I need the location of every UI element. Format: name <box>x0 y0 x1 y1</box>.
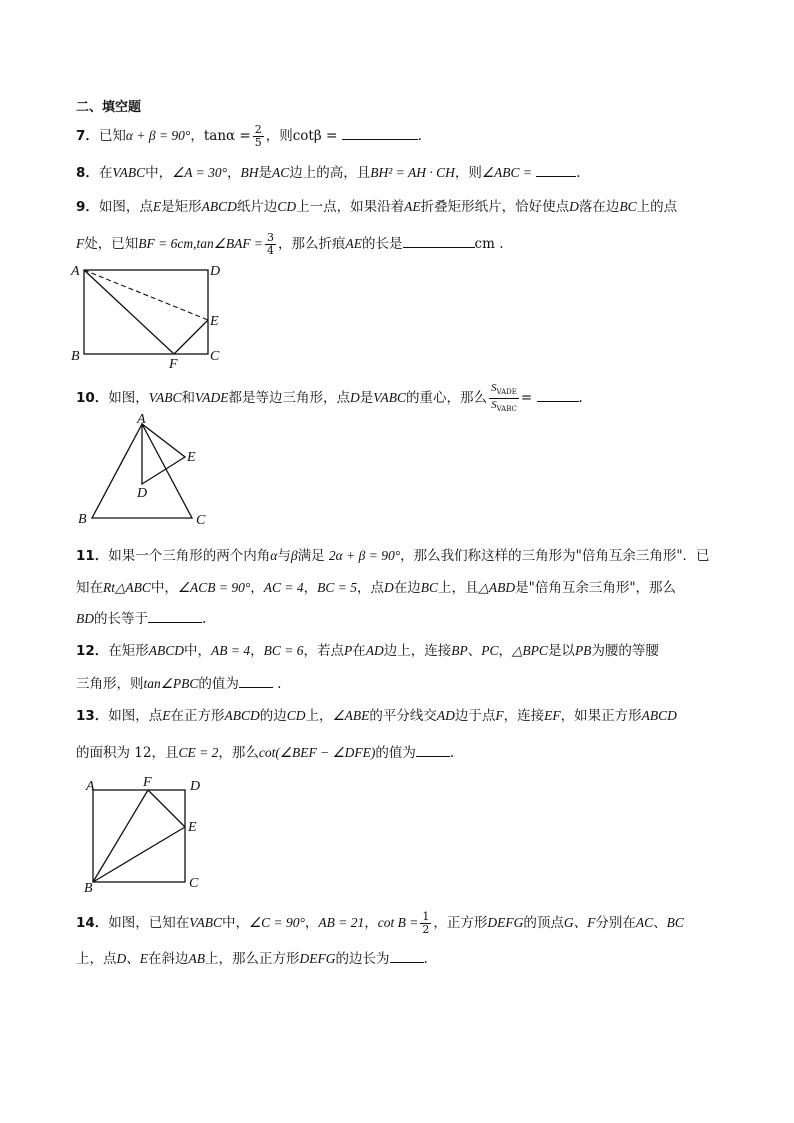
math: D、E <box>116 951 148 966</box>
answer-blank[interactable] <box>342 125 418 140</box>
math: cot(∠BEF − ∠DFE) <box>258 745 376 760</box>
math: BC = 5 <box>317 580 357 595</box>
text: 满足 <box>297 548 325 564</box>
text: 上一点，如果沿着 <box>296 199 405 215</box>
text: 如图，已知在 <box>108 915 190 931</box>
text: 的长等于 <box>94 611 148 627</box>
text: 在 <box>98 165 113 181</box>
text: . <box>499 236 504 252</box>
answer-blank[interactable] <box>536 162 576 177</box>
text: 如图， <box>108 390 149 407</box>
math: D <box>384 580 394 595</box>
answer-blank[interactable] <box>403 233 475 248</box>
question-12-line-2 <box>76 673 281 695</box>
math: AB <box>188 951 205 966</box>
question-11-line-2 <box>76 577 676 599</box>
math: DEFG <box>487 915 524 930</box>
math: ABCD <box>641 708 677 723</box>
math: BH <box>240 165 259 180</box>
math: VADE <box>195 390 229 406</box>
math: △ABD <box>478 580 516 595</box>
math: tanα = <box>203 128 251 144</box>
text: ，那么我们称这样的三角形为"倍角互余三角形"．已 <box>400 548 710 564</box>
math: = <box>520 390 533 407</box>
question-11-line-1 <box>76 545 710 567</box>
math: AD <box>436 708 455 723</box>
label-e: E <box>187 450 196 465</box>
math: AC <box>635 915 654 930</box>
text: ， <box>364 915 378 931</box>
label-b: B <box>84 881 93 894</box>
text: . <box>277 676 282 692</box>
math: F <box>495 708 504 723</box>
text: ，那么 <box>218 745 259 761</box>
math: E <box>152 199 162 214</box>
label-e: E <box>210 314 219 329</box>
text: . <box>578 390 583 407</box>
math: BC <box>666 915 684 930</box>
math: ABCD <box>224 708 260 723</box>
math: AD <box>365 643 384 658</box>
text: 折叠矩形纸片，恰好使点 <box>420 199 570 215</box>
text: 上，那么正方形 <box>205 951 300 967</box>
math: VABC <box>148 390 182 406</box>
math: F <box>76 236 85 251</box>
math: cotβ = <box>292 128 338 144</box>
math: BC <box>619 199 637 214</box>
text: . <box>202 611 207 627</box>
text: 已知 <box>98 128 126 144</box>
text: 是 <box>258 165 273 181</box>
text: 纸片边 <box>236 199 278 215</box>
math: ∠C = 90° <box>249 915 305 930</box>
text: 是矩形 <box>161 199 202 215</box>
text: . <box>417 128 422 144</box>
label-f: F <box>143 775 152 790</box>
text: 与 <box>277 548 291 564</box>
math: ABCD <box>148 643 185 658</box>
text: 中， <box>145 165 173 181</box>
math: AB = 21 <box>318 915 365 930</box>
question-13-line-2 <box>76 742 454 764</box>
text: 的边 <box>259 708 287 724</box>
text: ， <box>227 165 241 181</box>
section-title: 二、填空题 <box>76 100 142 115</box>
figure-13-square <box>78 772 208 894</box>
text: ，正方形 <box>433 915 488 931</box>
text: ， <box>190 128 204 144</box>
text: 在边 <box>393 580 421 596</box>
segment-bf <box>93 790 148 882</box>
text: 的平分线交 <box>369 708 437 724</box>
figure-9-rectangle <box>66 262 236 374</box>
text: 知在 <box>76 580 103 596</box>
segment-fe <box>148 790 185 827</box>
fraction: $\frac{3}{4}$ <box>267 231 275 257</box>
text: 中， <box>222 915 250 931</box>
math: AE <box>345 236 363 251</box>
math: CD <box>286 708 306 723</box>
text: ， <box>498 643 513 659</box>
question-number: 8． <box>76 165 99 181</box>
question-13-line-1 <box>76 705 677 727</box>
label-f: F <box>169 357 178 372</box>
label-a: A <box>137 414 146 427</box>
math: BF = 6cm,tan∠BAF = <box>138 236 264 251</box>
text: 在矩形 <box>108 643 149 659</box>
text: 边于点 <box>454 708 496 724</box>
math: ∠ABC = <box>481 165 532 180</box>
question-9-line-2 <box>76 232 504 257</box>
fraction: $\frac{2}{5}$ <box>254 123 262 149</box>
math: CD <box>277 199 297 214</box>
text: 上，且 <box>438 580 479 596</box>
text: 中， <box>150 580 178 596</box>
text: 落在边 <box>578 199 620 215</box>
math: Rt△ABC <box>103 580 151 595</box>
math: 2α + β = 90° <box>328 548 401 563</box>
text: 的顶点 <box>523 915 564 931</box>
triangle-ade <box>142 424 185 484</box>
answer-blank[interactable] <box>148 608 202 623</box>
label-d: D <box>210 264 221 279</box>
math: VABC <box>112 165 146 180</box>
text: ，那么折痕 <box>278 236 346 252</box>
text: 三角形，则 <box>76 676 144 692</box>
label-c: C <box>196 513 206 528</box>
text: ，若点 <box>303 643 345 659</box>
fold-line-ae <box>84 270 208 320</box>
question-12-line-1 <box>76 640 659 662</box>
segment-be <box>93 827 185 882</box>
text: 在斜边 <box>148 951 189 967</box>
text: 分别在 <box>595 915 636 931</box>
math: ∠ABE <box>332 708 370 723</box>
text: ，如果正方形 <box>560 708 642 724</box>
text: 上，点 <box>76 951 117 967</box>
label-e: E <box>188 820 197 835</box>
math: cot B = <box>377 915 419 930</box>
text: 在正方形 <box>170 708 225 724</box>
label-c: C <box>210 349 220 364</box>
question-number: 10． <box>76 390 109 407</box>
math: VABC <box>189 915 223 930</box>
answer-blank[interactable] <box>239 673 273 688</box>
question-14-line-1 <box>76 911 684 936</box>
label-b: B <box>78 512 87 527</box>
math: α <box>270 548 278 563</box>
text: 、 <box>653 915 667 931</box>
math: D <box>350 390 360 406</box>
math: AB = 4 <box>211 643 251 658</box>
text: 的长是 <box>362 236 403 252</box>
text: ，点 <box>357 580 384 596</box>
question-number: 7． <box>76 128 99 144</box>
math: G、F <box>563 915 596 930</box>
text: 上的点 <box>636 199 678 215</box>
question-7 <box>76 124 422 149</box>
math: CE = 2 <box>178 745 219 760</box>
text: 中， <box>184 643 212 659</box>
math: BC <box>420 580 439 595</box>
math: E <box>162 708 171 723</box>
math: tan∠PBC <box>143 676 199 691</box>
math: EF <box>544 708 561 723</box>
text: 的面积为 12，且 <box>76 745 179 761</box>
math: AC = 4 <box>263 580 304 595</box>
answer-blank[interactable] <box>537 387 579 402</box>
fraction: $\frac{S_{VADE}}{S_{VABC}}$ <box>491 382 517 414</box>
text: 的值为 <box>198 676 239 692</box>
text: 边上，连接 <box>383 643 452 659</box>
math: PC <box>481 643 499 658</box>
math: DEFG <box>299 951 336 966</box>
question-number: 13． <box>76 708 109 724</box>
label-d: D <box>190 779 201 794</box>
text: 上， <box>305 708 333 724</box>
label-d: D <box>137 486 148 501</box>
math: α + β = 90° <box>125 128 191 143</box>
text: . <box>576 165 581 181</box>
math: BC = 6 <box>263 643 304 658</box>
answer-blank[interactable] <box>390 948 424 963</box>
math: ∠A = 30° <box>172 165 228 180</box>
math: P <box>344 643 353 658</box>
label-a: A <box>86 779 95 794</box>
question-number: 12． <box>76 643 109 659</box>
text: 如果一个三角形的两个内角 <box>108 548 271 564</box>
question-10 <box>76 382 583 415</box>
math: BH² = AH · CH <box>370 165 455 180</box>
text: 的边长为 <box>335 951 390 967</box>
question-11-line-3 <box>76 608 206 630</box>
text: 如图，点 <box>108 708 163 724</box>
text: ， <box>304 915 319 931</box>
question-number: 14． <box>76 915 109 931</box>
math: PB <box>574 643 592 658</box>
math: ∠ACB = 90° <box>177 580 251 595</box>
segment-fe <box>174 320 208 354</box>
text: ，连接 <box>503 708 545 724</box>
math: VABC <box>373 390 407 406</box>
math: β <box>290 548 298 563</box>
math: BD <box>76 611 94 626</box>
text: ，则 <box>265 128 293 144</box>
text: 处，已知 <box>84 236 139 252</box>
question-9-line-1 <box>76 196 677 218</box>
math: AC <box>272 165 290 180</box>
question-number: 9． <box>76 199 99 215</box>
text: 和 <box>181 390 196 407</box>
label-b: B <box>71 349 80 364</box>
label-c: C <box>189 876 199 891</box>
text: . <box>423 951 428 967</box>
text: ， <box>250 580 264 596</box>
text: 边上的高，且 <box>289 165 371 181</box>
text: ， <box>250 643 264 659</box>
text: 在 <box>352 643 366 659</box>
fraction: $\frac{1}{2}$ <box>422 910 430 936</box>
unit: cm <box>474 236 495 252</box>
label-a: A <box>71 264 80 279</box>
text: 的值为 <box>375 745 416 761</box>
math: AE <box>404 199 421 214</box>
math: BP <box>451 643 468 658</box>
question-8 <box>76 162 581 184</box>
text: . <box>449 745 455 761</box>
text: 是 <box>359 390 374 407</box>
text: 是以 <box>547 643 575 659</box>
text: 如图，点 <box>98 199 153 215</box>
question-14-line-2 <box>76 948 428 970</box>
answer-blank[interactable] <box>416 742 450 757</box>
text: 是"倍角互余三角形"，那么 <box>515 580 677 596</box>
text: ， <box>303 580 318 596</box>
question-number: 11． <box>76 548 109 564</box>
math: ABCD <box>201 199 237 214</box>
text: ，则 <box>454 165 482 181</box>
math: D <box>569 199 579 214</box>
segment-af <box>84 270 174 354</box>
text: 为腰的等腰 <box>591 643 659 659</box>
figure-10-triangles <box>72 414 212 530</box>
math: △BPC <box>512 643 548 658</box>
text: 的重心，那么 <box>406 390 488 407</box>
text: 都是等边三角形，点 <box>228 390 351 407</box>
text: 、 <box>467 643 482 659</box>
